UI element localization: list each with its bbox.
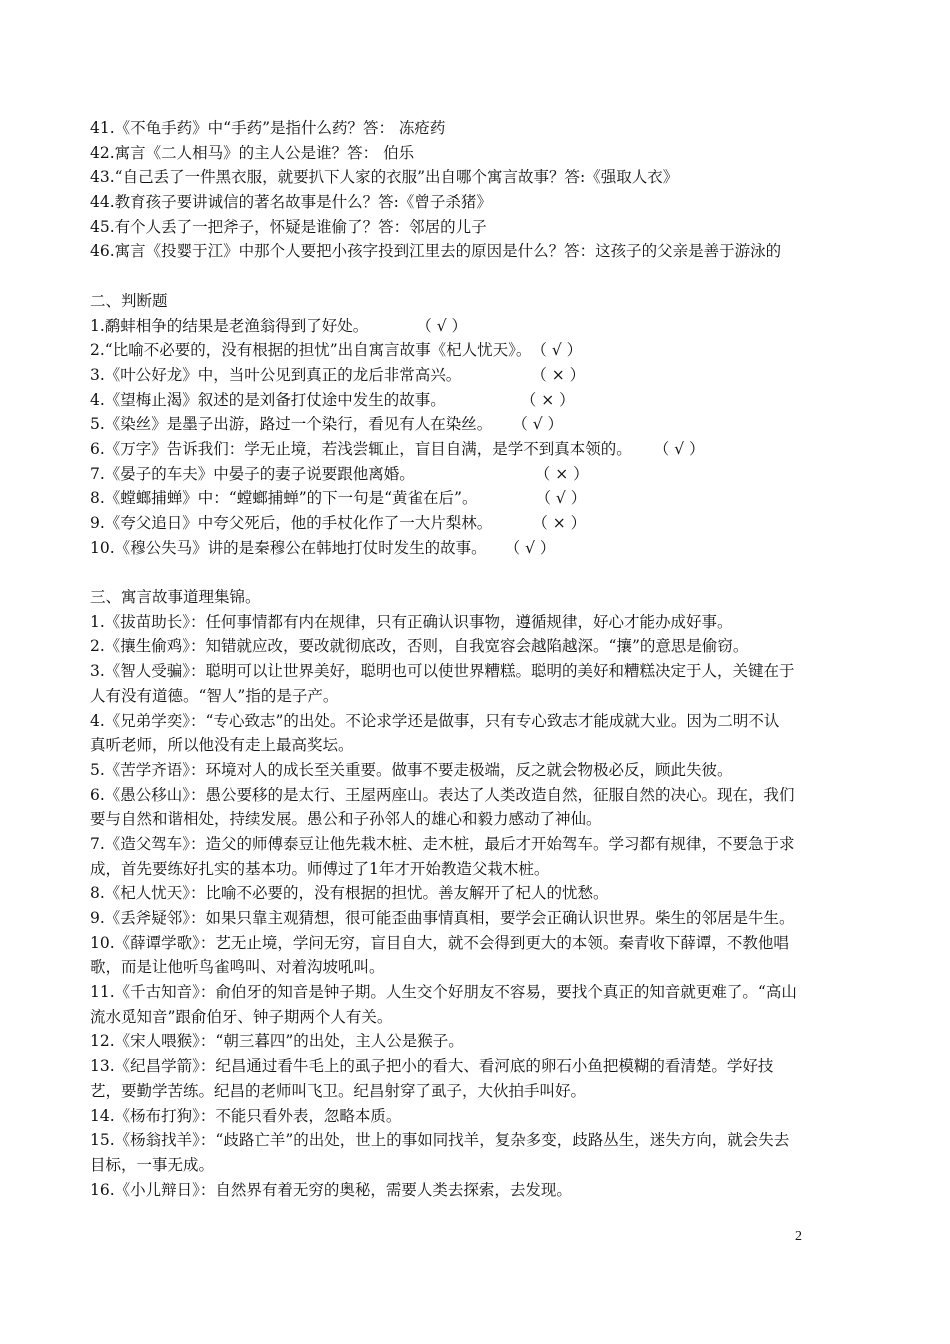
- section-gap: [90, 264, 870, 289]
- morals-section: [90, 585, 870, 1202]
- judge-statement: 6.《万字》告诉我们：学无止境，若浅尝辄止，盲目自满，是学不到真本领的。: [90, 439, 632, 458]
- judge-statement: 2.“比喻不必要的，没有根据的担忧”出自寓言故事《杞人忧天》。: [90, 341, 532, 360]
- judge-statement: 5.《染丝》是墨子出游，路过一个染行，看见有人在染丝。: [90, 415, 493, 434]
- judge-item: [90, 437, 870, 462]
- section-heading: 二、判断题: [90, 291, 168, 310]
- moral-line: 艺，要勤学苦练。纪昌的老师叫飞卫。纪昌射穿了虱子，大伙拍手叫好。: [90, 1081, 587, 1100]
- judge-mark: （ × ）: [531, 365, 586, 384]
- moral-line: 16.《小儿辩日》：自然界有着无穷的奥秘，需要人类去探索，去发现。: [90, 1180, 572, 1199]
- qa-section: [90, 116, 870, 264]
- judge-statement: 3.《叶公好龙》中，当叶公见到真正的龙后非常高兴。: [90, 365, 462, 384]
- judge-statement: 8.《螳螂捕蝉》中：“螳螂捕蝉”的下一句是“黄雀在后”。: [90, 489, 478, 508]
- judge-item: [90, 338, 870, 363]
- moral-line: 6.《愚公移山》：愚公要移的是太行、王屋两座山。表达了人类改造自然，征服自然的决心。现在，我们: [90, 785, 795, 804]
- judge-mark: （ √ ）: [535, 489, 587, 508]
- moral-line: 流水觅知音”跟俞伯牙、钟子期两个人有关。: [90, 1007, 393, 1026]
- qa-line: 46.寓言《投婴于江》中那个人要把小孩字投到江里去的原因是什么？答：这孩子的父亲是善于游泳的: [90, 242, 782, 261]
- judge-item: [90, 388, 870, 413]
- moral-line: 4.《兄弟学奕》：“专心致志”的出处。不论求学还是做事，只有专心致志才能成就大业。因为二明不认: [90, 711, 780, 730]
- judge-item: [90, 412, 870, 437]
- moral-line: 8.《杞人忧天》：比喻不必要的，没有根据的担忧。善友解开了杞人的忧愁。: [90, 884, 609, 903]
- moral-line: 人有没有道德。“智人”指的是子产。: [90, 686, 339, 705]
- judge-mark: （ × ）: [520, 390, 575, 409]
- moral-line: 13.《纪昌学箭》：纪昌通过看牛毛上的虱子把小的看大、看河底的卵石小鱼把模糊的看清楚。学好技: [90, 1057, 774, 1076]
- moral-line: 9.《丢斧疑邻》：如果只靠主观猜想，很可能歪曲事情真相，要学会正确认识世界。柴生的邻居是牛生。: [90, 909, 795, 927]
- judge-item: [90, 462, 870, 487]
- judge-statement: 4.《望梅止渴》叙述的是刘备打仗途中发生的故事。: [90, 390, 446, 409]
- moral-line: 12.《宋人喂猴》：“朝三暮四”的出处，主人公是猴子。: [90, 1032, 464, 1051]
- page-content: [90, 116, 870, 1202]
- moral-line: 歌，而是让他听鸟雀鸣叫、对着沟坡吼叫。: [90, 958, 385, 977]
- judge-item: [90, 486, 870, 511]
- moral-line: 14.《杨布打狗》：不能只看外表，忽略本质。: [90, 1106, 402, 1125]
- judge-item: [90, 536, 870, 561]
- judge-statement: 1.鹬蚌相争的结果是老渔翁得到了好处。: [90, 316, 369, 335]
- judge-statement: 10.《穆公失马》讲的是秦穆公在韩地打仗时发生的故事。: [90, 538, 487, 557]
- moral-line: 11.《千古知音》：俞伯牙的知音是钟子期。人生交个好朋友不容易，要找个真正的知音就更难了。“高山: [90, 983, 797, 1002]
- moral-line: 目标，一事无成。: [90, 1155, 215, 1174]
- moral-line: 7.《造父驾车》：造父的师傅泰豆让他先栽木桩、走木桩，最后才开始驾车。学习都有规律，不要急于求: [90, 834, 795, 853]
- judge-item: [90, 511, 870, 536]
- judge-statement: 7.《晏子的车夫》中晏子的妻子说要跟他离婚。: [90, 464, 415, 483]
- judge-mark: （ √ ）: [531, 341, 583, 360]
- judge-section: [90, 289, 870, 561]
- qa-line: 42.寓言《二人相马》的主人公是谁？答： 伯乐: [90, 143, 415, 162]
- judge-mark: （ √ ）: [416, 316, 468, 335]
- qa-line: 45.有个人丢了一把斧子，怀疑是谁偷了？答：邻居的儿子: [90, 217, 487, 236]
- qa-line: 41.《不龟手药》中“手药”是指什么药？答： 冻疮药: [90, 119, 446, 137]
- qa-line: 44.教育孩子要讲诚信的著名故事是什么？答:《曾子杀猪》: [90, 193, 492, 212]
- judge-mark: （ √ ）: [504, 538, 556, 557]
- judge-mark: （ √ ）: [653, 439, 705, 458]
- judge-item: [90, 314, 870, 339]
- moral-line: 5.《苦学齐语》：环境对人的成长至关重要。做事不要走极端，反之就会物极必反，顾此失彼。: [90, 760, 733, 779]
- page-number: 2: [795, 1229, 802, 1244]
- judge-mark: （ × ）: [534, 464, 589, 483]
- section-gap: [90, 560, 870, 585]
- moral-line: 15.《杨翁找羊》：“歧路亡羊”的出处，世上的事如同找羊，复杂多变，歧路丛生，迷失方向，就会失去: [90, 1131, 790, 1150]
- moral-line: 1.《拔苗助长》：任何事情都有内在规律，只有正确认识事物，遵循规律，好心才能办成好事。: [90, 612, 733, 631]
- moral-line: 要与自然和谐相处，持续发展。愚公和子孙邻人的雄心和毅力感动了神仙。: [90, 810, 602, 829]
- qa-line: 43.“自己丢了一件黑衣服，就要扒下人家的衣服”出自哪个寓言故事？答:《强取人衣》: [90, 168, 679, 187]
- moral-line: 3.《智人受骗》：聪明可以让世界美好，聪明也可以使世界糟糕。聪明的美好和糟糕决定于人，关键在于: [90, 662, 795, 681]
- moral-line: 成，首先要练好扎实的基本功。师傅过了1年才开始教造父栽木桩。: [90, 859, 550, 878]
- judge-item: [90, 363, 870, 388]
- moral-line: 真听老师，所以他没有走上最高奖坛。: [90, 736, 354, 755]
- section-heading: 三、寓言故事道理集锦。: [90, 588, 261, 607]
- moral-line: 10.《薛谭学歌》：艺无止境，学问无穷，盲目自大，就不会得到更大的本领。秦青收下薛谭，不教他唱: [90, 933, 789, 952]
- judge-statement: 9.《夸父追日》中夸父死后，他的手杖化作了一大片梨林。: [90, 514, 493, 532]
- judge-mark: （ × ）: [532, 514, 587, 532]
- judge-mark: （ √ ）: [512, 415, 564, 434]
- moral-line: 2.《攘生偷鸡》：知错就应改，要改就彻底改，否则，自我宽容会越陷越深。“攘”的意思是偷窃。: [90, 637, 749, 656]
